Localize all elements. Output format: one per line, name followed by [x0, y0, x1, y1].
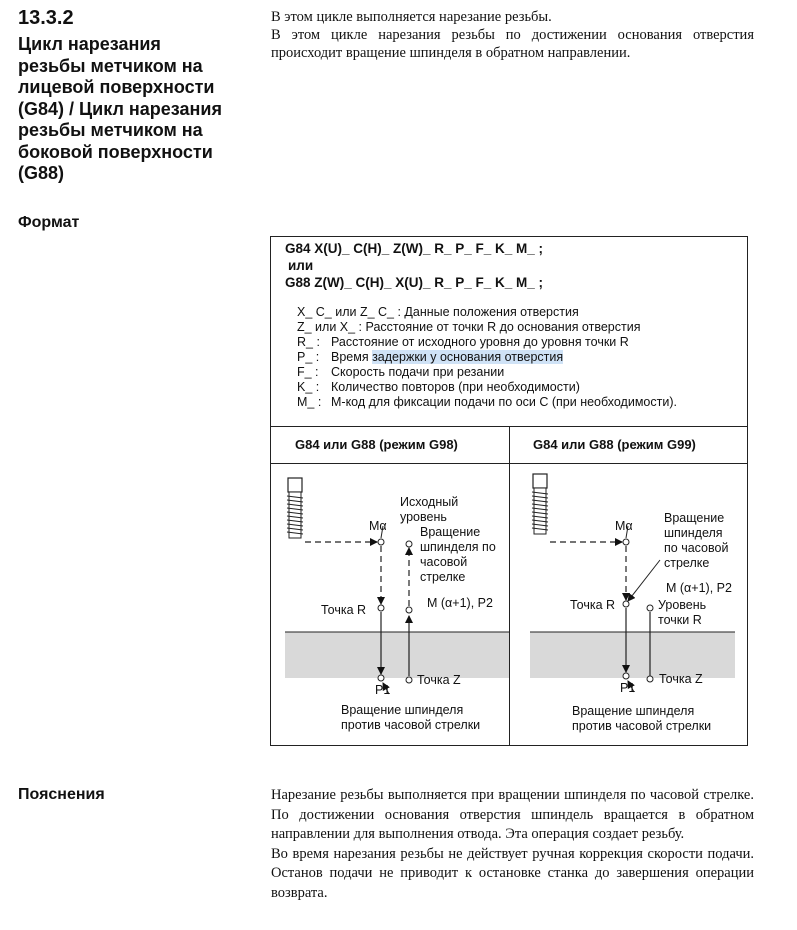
- title-line: резьбы метчиком на: [18, 120, 203, 140]
- param-row: [297, 365, 504, 380]
- param-row: [297, 395, 677, 410]
- format-box: [270, 236, 748, 746]
- point-z: [647, 676, 653, 682]
- title-line: резьбы метчиком на: [18, 55, 203, 76]
- notes-text: [271, 786, 754, 903]
- label-point-z: Точка Z: [417, 673, 461, 687]
- title-line: боковой поверхности: [18, 141, 213, 162]
- param-key: P_ :: [297, 350, 320, 364]
- title-line: Цикл нарезания: [18, 34, 161, 54]
- label-rotation-ccw: против часовой стрелки: [341, 718, 481, 732]
- param-desc: Скорость подачи при резании: [331, 365, 505, 379]
- point-initial-level: [406, 541, 412, 547]
- label-point-r: Точка R: [570, 598, 616, 612]
- diagram-g98: [271, 464, 509, 745]
- label-point-r: Точка R: [321, 603, 367, 617]
- intro-paragraph-2: В этом цикле нарезания резьбы по достижении основания отверстия происходит вращение шпинделя в обратном направлении.: [271, 27, 754, 61]
- tap-tool-icon: [532, 474, 548, 534]
- label-point-z: Точка Z: [659, 672, 703, 686]
- column-heading-g99: G84 или G88 (режим G99): [533, 437, 696, 452]
- label-rotation-cw: Вращение: [420, 525, 481, 539]
- param-desc: Количество повторов (при необходимости): [331, 380, 580, 394]
- param-key: Z_ или X_ :: [297, 320, 363, 334]
- label-rotation-cw: шпинделя: [664, 526, 723, 540]
- diagram-g99: [510, 464, 747, 745]
- param-row: [297, 305, 579, 320]
- label-rotation-cw: по часовой: [664, 541, 729, 555]
- section-number: 13.3.2: [18, 7, 74, 29]
- label-r-level: точки R: [658, 613, 702, 627]
- leader-arrow: [628, 560, 660, 601]
- format-line-g84: G84 X(U)_ C(H)_ Z(W)_ R_ P_ F_ K_ M_ ;: [285, 241, 544, 256]
- label-rotation-cw: стрелке: [420, 570, 466, 584]
- param-desc: Расстояние от точки R до основания отверстия: [365, 320, 641, 334]
- label-rotation-cw: Вращение: [664, 511, 725, 525]
- title-line: лицевой поверхности: [18, 77, 215, 97]
- section-title: [18, 34, 268, 185]
- label-p1: P1: [375, 683, 391, 697]
- label-p1: P1: [620, 681, 636, 695]
- label-rotation-cw: часовой: [420, 555, 468, 569]
- label-initial-level: Исходный: [400, 495, 459, 509]
- param-key: F_ :: [297, 365, 319, 379]
- workpiece: [530, 632, 735, 678]
- point-m-alpha: [623, 539, 629, 545]
- param-row: [297, 320, 640, 335]
- param-desc: M-код для фиксации подачи по оси C (при необходимости).: [331, 395, 677, 409]
- notes-paragraph-2: Во время нарезания резьбы не действует ручная коррекция скорости подачи. Останов подачи не приводит к остановке станка до завершения операции возврата.: [271, 845, 754, 901]
- notes-heading: Пояснения: [18, 786, 105, 803]
- point-p1: [623, 673, 629, 679]
- intro-text: [271, 8, 754, 62]
- title-line: (G84) / Цикл нарезания: [18, 98, 222, 119]
- point-m-alpha: [378, 539, 384, 545]
- point-p1: [378, 675, 384, 681]
- label-rotation-cw: шпинделя по: [420, 540, 496, 554]
- tap-tool-icon: [287, 478, 303, 538]
- point-r: [378, 605, 384, 611]
- workpiece: [285, 632, 509, 678]
- param-desc: Данные положения отверстия: [404, 305, 579, 319]
- param-row: [297, 335, 629, 350]
- label-rotation-ccw: Вращение шпинделя: [341, 703, 464, 717]
- point-m-alpha-plus: [406, 607, 412, 613]
- point-z: [406, 677, 412, 683]
- param-key: K_ :: [297, 380, 320, 394]
- point-r-level: [647, 605, 653, 611]
- param-row: [297, 350, 563, 365]
- param-desc: Расстояние от исходного уровня до уровня точки R: [331, 335, 629, 349]
- format-line-g88: G88 Z(W)_ C(H)_ X(U)_ R_ P_ F_ K_ M_ ;: [285, 275, 544, 290]
- label-initial-level: уровень: [400, 510, 447, 524]
- format-line-or: или: [288, 258, 314, 273]
- point-r: [623, 601, 629, 607]
- param-desc: Время: [331, 350, 373, 364]
- param-key: R_ :: [297, 335, 320, 349]
- label-m-alpha-plus: M (α+1), P2: [666, 581, 732, 595]
- label-m-alpha: Mα: [369, 519, 387, 533]
- format-heading: Формат: [18, 214, 80, 231]
- label-m-alpha: Mα: [615, 519, 633, 533]
- param-desc-highlight: задержки у основания отверстия: [372, 350, 564, 364]
- label-rotation-ccw: Вращение шпинделя: [572, 704, 695, 718]
- label-rotation-ccw: против часовой стрелки: [572, 719, 712, 733]
- title-line: (G88): [18, 163, 65, 183]
- param-key: M_ :: [297, 395, 322, 409]
- label-m-alpha-plus: M (α+1), P2: [427, 596, 493, 610]
- param-row: [297, 380, 580, 395]
- param-key: X_ C_ или Z_ C_ :: [297, 305, 401, 319]
- intro-paragraph-1: В этом цикле выполняется нарезание резьбы.: [271, 9, 552, 25]
- label-r-level: Уровень: [658, 598, 707, 612]
- label-rotation-cw: стрелке: [664, 556, 710, 570]
- notes-paragraph-1: Нарезание резьбы выполняется при вращении шпинделя по часовой стрелке. По достижении основания отверстия шпиндель вращается в обратном направлении для выполнения отвода. Эта операция создает резьбу.: [271, 787, 754, 842]
- column-heading-g98: G84 или G88 (режим G98): [295, 437, 458, 452]
